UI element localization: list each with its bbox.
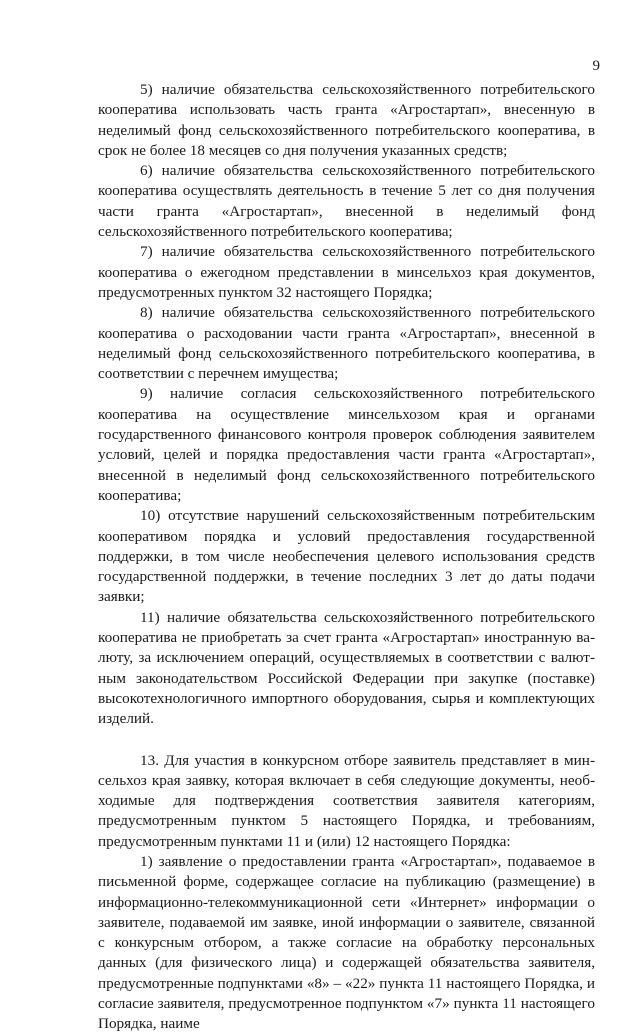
section-13-paragraph: 13. Для участия в конкурсном отборе заявитель представляет в минсельхоз края заявку, которая включает в себя следующие документы, необходимые для подтверждения соответствия заявителя категориям, предусмотренным пунктом 5 настоящего Порядка, и требованиям, предусмотренным пунктами 11 и (или) 12 настоящего Порядка: — [98, 751, 595, 850]
section-spacer — [98, 730, 595, 751]
document-body — [98, 80, 595, 1035]
section-13-item-1: 1) заявление о предоставлении гранта «Агростартап», подаваемое в письменной форме, содержащее согласие на публикацию (размещение) в информационно-телекоммуникационной сети «Интернет» информации о заявителе, подаваемой им заявке, иной информации о заявителе, связанной с конкурсным отбором, а также согласие на обработку персональных данных (для физического лица) и содержащей обязательства заявителя, предусмотренные подпунктами «8» – «22» пункта 11 настоящего Порядка, и согласие заявителя, предусмотренное подпунктом «7» пункта 11 настоящего Порядка, наиме — [98, 852, 595, 1033]
paragraph-item-7: 7) наличие обязательства сельскохозяйственного потребительского кооператива о ежегодном представлении в минсельхоз края документов, предусмотренных пунктом 32 настоящего Порядка; — [98, 243, 595, 301]
paragraph-item-5: 5) наличие обязательства сельскохозяйственного потребительского кооператива использовать часть гранта «Агростартап», внесенную в неделимый фонд сельскохозяйственного потребительского кооператива, в срок не более 18 месяцев со дня получения указанных средств; — [98, 81, 595, 159]
paragraph-item-10: 10) отсутствие нарушений сельскохозяйственным потребительским кооперативом порядка и условий предоставления государственной поддержки, в том числе необеспечения целевого использования средств государственной поддержки, в течение последних 3 лет до даты подачи заявки; — [98, 507, 595, 606]
paragraph-item-11: 11) наличие обязательства сельскохозяйственного потребительского кооператива не приобретать за счет гранта «Агростартап» иностранную валюту, за исключением операций, осуществляемых в соответствии с валютным законодательством Российской Федерации при закупке (поставке) высокотехнологичного импортного оборудования, сырья и комплектующих изделий. — [98, 608, 595, 728]
paragraph-item-8: 8) наличие обязательства сельскохозяйственного потребительского кооператива о расходовании части гранта «Агростартап», внесенной в неделимый фонд сельскохозяйственного потребительского кооператива, в соответствии с перечнем имущества; — [98, 304, 595, 383]
paragraph-item-9: 9) наличие согласия сельскохозяйственного потребительского кооператива на осуществление минсельхозом края и органами государственного финансового контроля проверок соблюдения заявителем условий, целей и порядка предоставления части гранта «Агростартап», внесенной в неделимый фонд сельскохозяйственного потребительского кооператива; — [98, 385, 595, 504]
paragraph-item-6: 6) наличие обязательства сельскохозяйственного потребительского кооператива осуществлять деятельность в течение 5 лет со дня получения части гранта «Агростартап», внесенной в неделимый фонд сельскохозяйственного потребительского кооператива; — [98, 162, 595, 241]
page-number: 9 — [592, 58, 600, 74]
